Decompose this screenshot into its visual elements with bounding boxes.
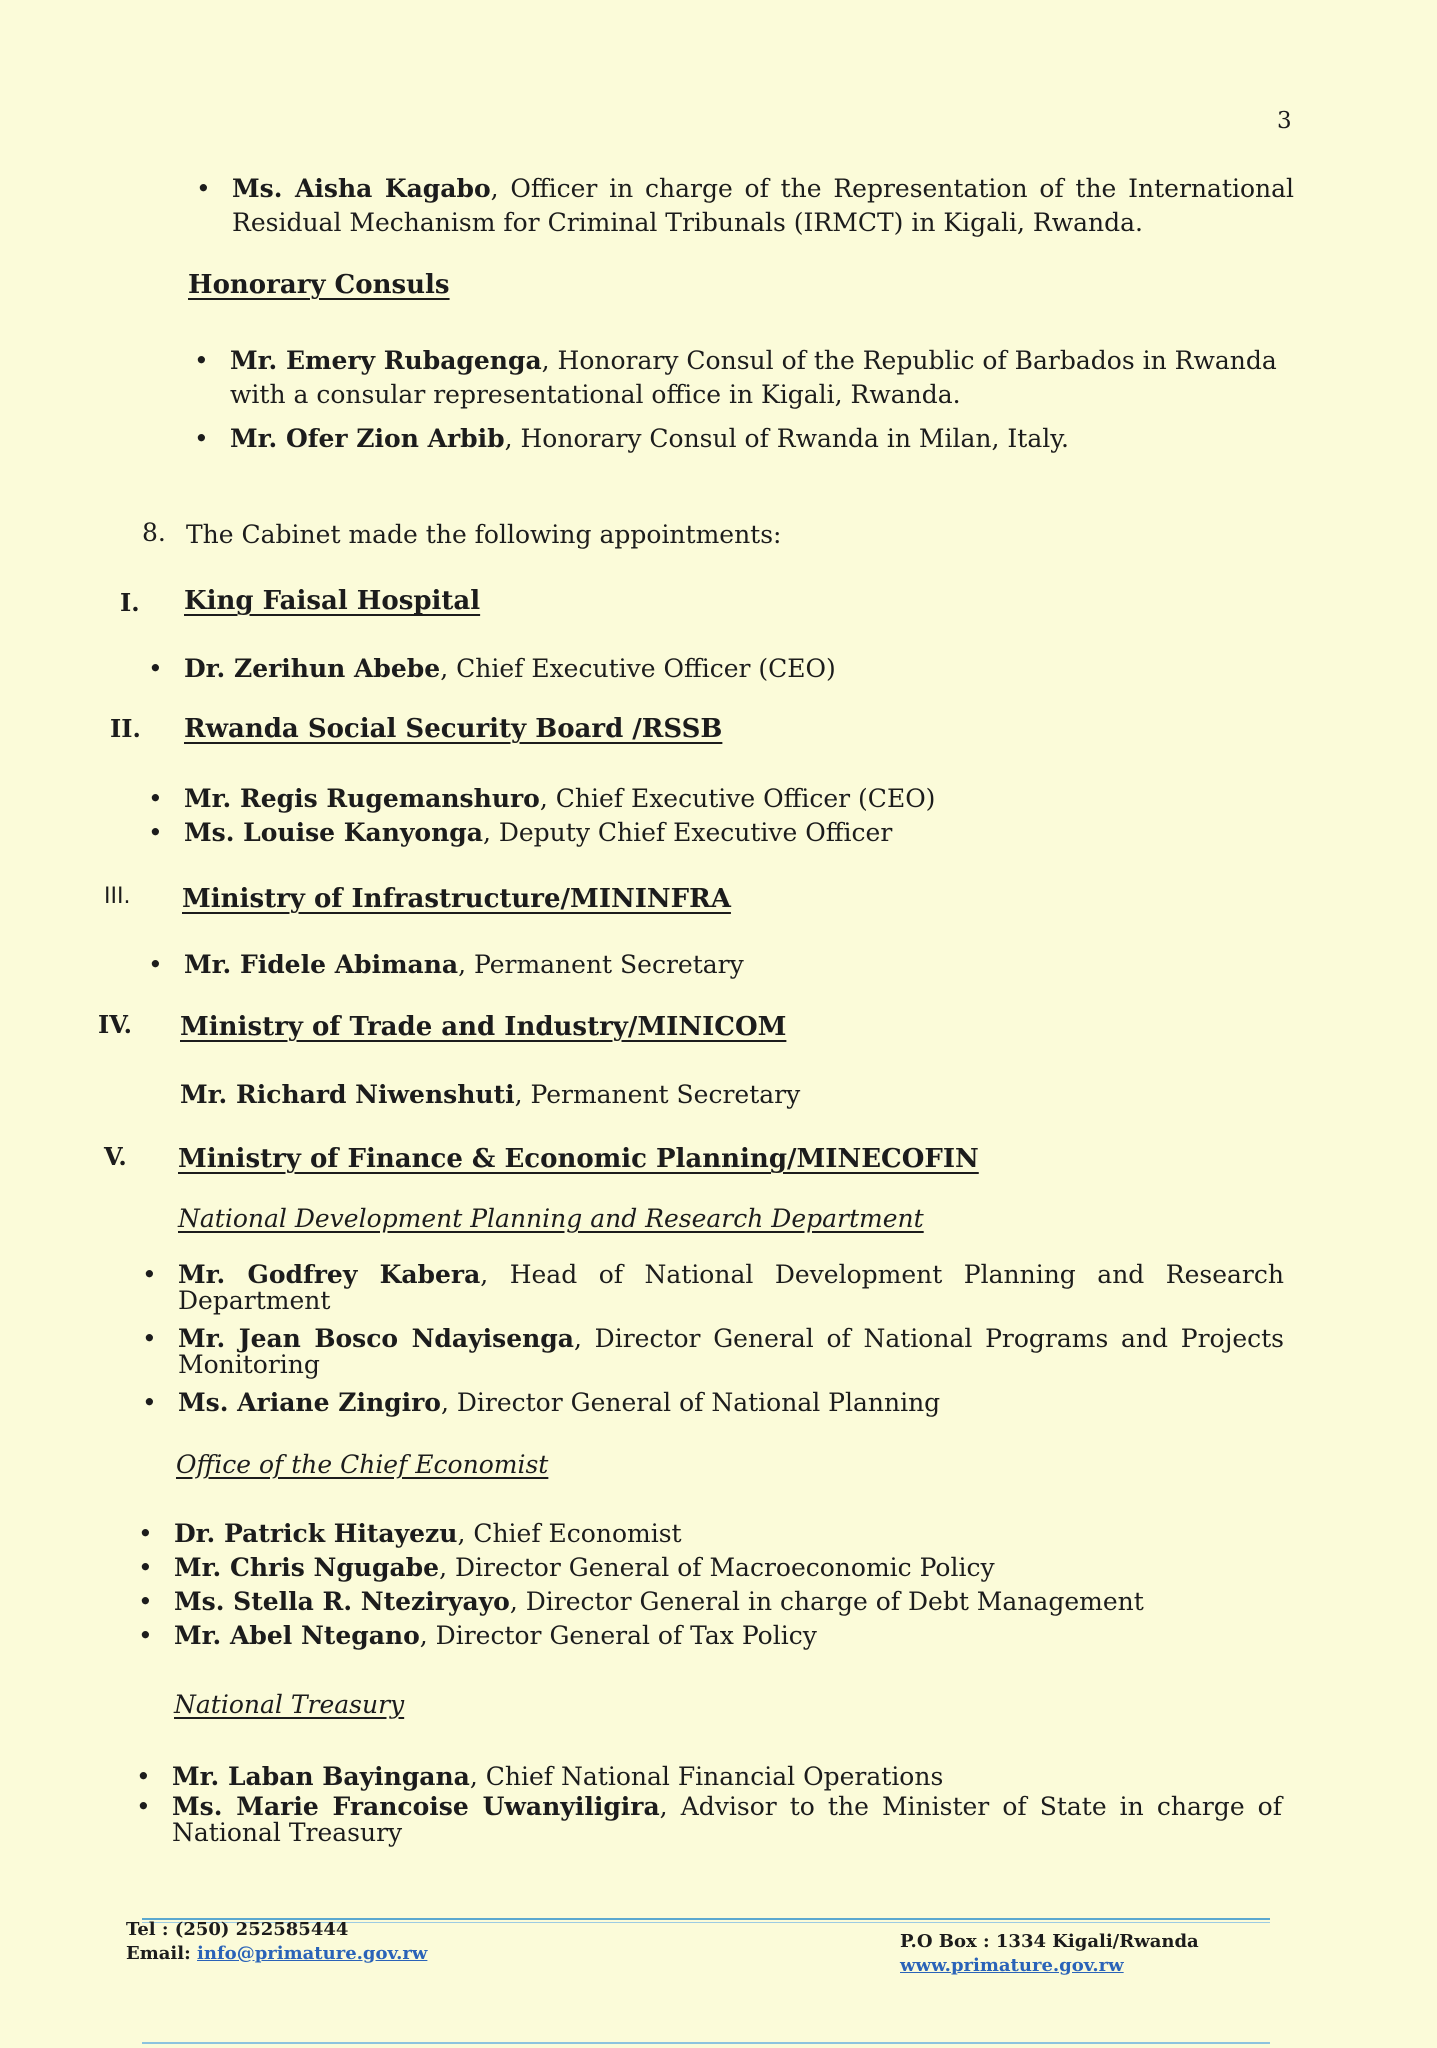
list-item [194,422,1294,456]
list-item [148,948,1284,982]
bullet-icon: • [142,1260,157,1289]
bullet-icon: • [138,1587,153,1616]
appointee-name: Mr. Ofer Zion Arbib [230,424,505,453]
bullet-icon: • [142,1324,157,1353]
appointee-name: Dr. Zerihun Abebe [184,654,441,683]
list-item [138,1552,1284,1584]
appointee-name: Ms. Stella R. Nteziryayo [174,1587,510,1616]
footer-contact [126,1918,427,1966]
list-item [138,1518,1284,1550]
footer-tel [126,1918,427,1942]
footer-pobox: P.O Box : 1334 Kigali/Rwanda [900,1931,1199,1952]
section-numeral: III. [104,884,131,909]
appointee-name: Mr. Regis Rugemanshuro [184,784,540,813]
footer-tel-label: Tel : [126,1919,175,1940]
list-item [138,1586,1284,1618]
section-numeral: I. [120,588,140,617]
appointee-name: Mr. Chris Ngugabe [174,1553,440,1582]
list-item [148,782,1284,816]
bullet-icon: • [194,346,209,375]
appointee-name: Dr. Patrick Hitayezu [174,1519,458,1548]
page-number: 3 [1277,108,1292,134]
appointee-name: Mr. Godfrey Kabera [178,1260,481,1289]
appointee-role: , Deputy Chief Executive Officer [482,818,893,847]
point-number: 8. [142,518,166,547]
appointee-name: Mr. Fidele Abimana [184,950,459,979]
appointee-name: Ms. Marie Francoise Uwanyiligira [172,1792,660,1821]
bullet-icon: • [194,424,209,453]
list-item [142,1260,1284,1315]
list-item [194,344,1294,412]
list-item [138,1620,1284,1652]
appointee-role: , Director General in charge of Debt Management [509,1587,1144,1616]
appointee-role: , Honorary Consul of the Republic of Barbados in Rwanda with a consular representational office in Kigali, Rwanda. [230,346,1277,409]
bullet-icon: • [148,654,163,683]
appointee-role: , Permanent Secretary [458,950,744,979]
bullet-icon: • [138,1621,153,1650]
appointee-name: Mr. Emery Rubagenga [230,346,542,375]
list-item [136,1760,1282,1794]
bullet-icon: • [136,1762,151,1791]
appointee-name: Ms. Louise Kanyonga [184,818,483,847]
appointee-role: , Chief National Financial Operations [469,1762,944,1791]
subsection-heading: National Treasury [174,1690,405,1719]
appointee-role: , Advisor to the Minister of State in charge of National Treasury [172,1792,1282,1847]
section-heading: Ministry of Finance & Economic Planning/MINECOFIN [178,1144,979,1174]
list-item [196,172,1294,240]
footer-email-label: Email: [126,1943,198,1964]
appointee-name: Mr. Richard Niwenshuti [180,1080,515,1109]
section-heading: King Faisal Hospital [184,586,481,616]
appointee-role: , Chief Executive Officer (CEO) [440,654,836,683]
subsection-heading: National Development Planning and Research Department [178,1204,924,1233]
footer-address [900,1930,1199,1978]
list-item [180,1078,1280,1112]
bullet-icon: • [148,818,163,847]
section-heading-honorary-consuls: Honorary Consuls [188,270,450,300]
appointee-role: , Chief Economist [457,1519,682,1548]
list-item [142,1324,1285,1379]
list-item [148,652,1284,686]
appointee-role: , Head of National Development Planning and Research Department [178,1260,1284,1315]
appointee-role: , Director General of Tax Policy [419,1621,817,1650]
bullet-icon: • [196,174,211,203]
appointee-name: Mr. Abel Ntegano [174,1621,420,1650]
section-numeral: IV. [98,1010,133,1039]
bullet-icon: • [138,1553,153,1582]
subsection-heading: Office of the Chief Economist [176,1450,549,1479]
appointee-role: , Honorary Consul of Rwanda in Milan, Italy. [504,424,1069,453]
appointee-role: , Director General of Macroeconomic Policy [439,1553,995,1582]
appointee-name: Mr. Laban Bayingana [172,1762,470,1791]
appointee-role: , Officer in charge of the Representation of the International Residual Mechanism for Criminal Tribunals (IRMCT) in Kigali, Rwanda. [232,174,1294,237]
appointee-name: Ms. Ariane Zingiro [178,1388,441,1417]
page-bottom-border [142,2042,1270,2044]
section-numeral: II. [110,714,141,743]
section-numeral: V. [104,1142,127,1171]
footer-tel-value: (250) 252585444 [174,1919,349,1940]
list-item [136,1792,1282,1847]
appointee-role: , Director General of National Planning [440,1388,941,1417]
point-text: The Cabinet made the following appointments: [186,520,782,549]
bullet-icon: • [148,950,163,979]
bullet-icon: • [142,1388,157,1417]
footer-email [126,1942,427,1966]
section-heading: Ministry of Trade and Industry/MINICOM [180,1012,787,1042]
bullet-icon: • [148,784,163,813]
footer-website-link[interactable]: www.primature.gov.rw [900,1955,1124,1976]
appointee-name: Ms. Aisha Kagabo [232,174,491,203]
section-heading: Rwanda Social Security Board /RSSB [184,714,723,744]
list-item [142,1388,1284,1417]
bullet-icon: • [136,1792,151,1821]
appointee-role: , Permanent Secretary [514,1080,801,1109]
list-item [148,816,1284,850]
footer-email-link[interactable]: info@primature.gov.rw [197,1943,428,1964]
appointee-name: Mr. Jean Bosco Ndayisenga [178,1324,574,1353]
appointee-role: , Chief Executive Officer (CEO) [539,784,936,813]
appointee-role: , Director General of National Programs and Projects Monitoring [178,1324,1285,1379]
section-heading: Ministry of Infrastructure/MININFRA [182,884,731,914]
bullet-icon: • [138,1519,153,1548]
